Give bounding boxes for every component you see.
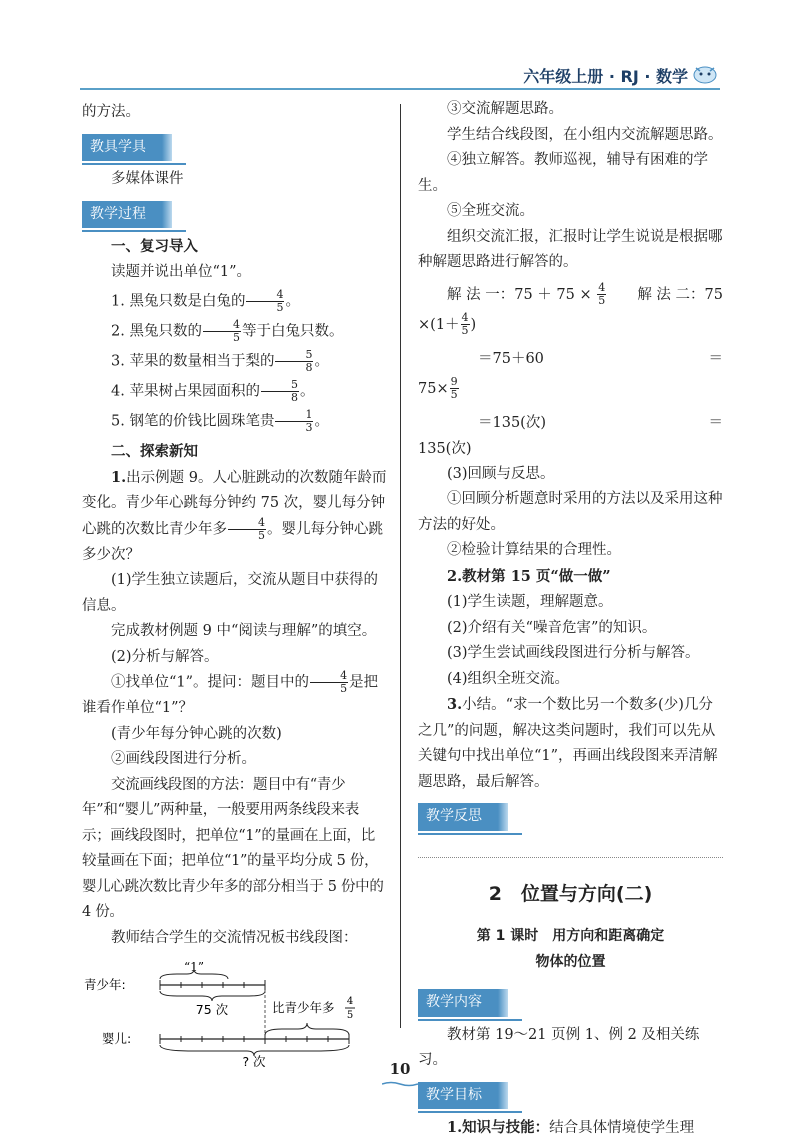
review-2: ②检验计算结果的合理性。 [447,542,621,558]
question-1: 1. 黑兔只数是白兔的 $\frac{4}{5}$ 。 [111,288,300,314]
column-divider [400,104,401,1028]
left-column [82,100,387,1067]
question-4: 4. 苹果树占果园面积的 $\frac{5}{8}$ 。 [111,378,315,404]
teacher-draw: 教师结合学生的交流情况板书线段图： [111,929,358,946]
dotted-divider [418,857,723,858]
step-1: (1)学生独立读题后，交流从题目中获得的信息。 [82,572,379,614]
example-1: 1.出示例题 9。人心脏跳动的次数随年龄而变化。青少年心跳每分钟约 75 次，婴儿每分钟心跳的次数比青少年多 $\frac{4}{5}$ 。婴儿每分钟心跳多少次？ [82,468,387,563]
diagram-teen-label: 青少年: [84,977,126,992]
example-2-step-3: (3)学生尝试画线段图进行分析与解答。 [447,645,700,661]
method-text: 交流画线段图的方法：题目中有“青少年”和“婴儿”两种量，一般要用两条线段来表示；画线段图时，把单位“1”的量画在上面，比较量画在下面；把单位“1”的量平均分成 5 份，婴儿心跳次数比青少年多的部分相当于 5 份中的 4 份。 [82,776,384,920]
section-label-process: 教学过程 [82,201,162,229]
summary: 3.小结。“求一个数比另一个数多(少)几分之几”的问题，解决这类问题时，我们可以先从关键句中找出单位“1”，再画出线段图来弄清解题思路，最后解答。 [418,696,718,790]
fraction: $\frac{9}{5}$ [450,375,458,401]
step-1b: 完成教材例题 9 中“阅读与理解”的填空。 [111,623,377,639]
fraction: $\frac{4}{5}$ [310,670,348,695]
chapter-title: 2 位置与方向(二) [488,882,653,905]
fraction: $\frac{4}{5}$ [203,319,241,344]
review-instruction: 读题并说出单位“1”。 [111,263,252,280]
diagram-top-brace [160,969,228,979]
step-2: (2)分析与解答。 [111,648,219,665]
page-number-ornament [382,1081,418,1087]
fraction: $\frac{5}{8}$ [275,349,313,374]
step-4: ④独立解答。教师巡视，辅导有困难的学生。 [418,152,708,194]
diagram-unknown-label: ? 次 [242,1054,266,1067]
find-unit-answer: (青少年每分钟心跳的次数) [111,725,282,742]
solution-line-4: ＝135(次) ＝ [478,414,723,431]
header-rule [80,88,720,90]
find-unit: ①找单位“1”。提问：题目中的 $\frac{4}{5}$ 是把谁看作单位“1”？ [82,669,379,716]
right-column [418,97,723,1142]
example-2: 2.教材第 15 页“做一做” [447,567,611,585]
solution-line-5: 135(次) [418,440,472,457]
segment-diagram [82,957,382,1067]
step-3-text: 学生结合线段图，在小组内交流解题思路。 [447,126,723,143]
fraction: $\frac{4}{5}$ [228,517,266,542]
diagram-teen-brace [160,991,265,1001]
step-5-text: 组织交流汇报，汇报时让学生说说是根据哪种解题思路进行解答的。 [418,228,723,270]
fraction: $\frac{4}{5}$ [246,289,284,314]
diagram-baby-label: 婴儿: [102,1031,132,1046]
section-label-tools: 教具学具 [82,134,162,162]
solution-line-1: 解 法 一：75 ＋ 75 × $\frac{4}{5}$ 解 法 二：75 [447,281,723,307]
step-3: ③交流解题思路。 [447,101,563,117]
fraction: $\frac{4}{5}$ [598,281,606,307]
review-1: ①回顾分析题意时采用的方法以及采用这种方法的好处。 [418,491,723,533]
goal-1: 1.知识与技能：结合具体情境使学生理 [447,1119,695,1136]
diagram-more-brace [265,1023,349,1035]
tools-text: 多媒体课件 [111,171,184,187]
question-5: 5. 钢笔的价钱比圆珠笔贵 $\frac{1}{3}$ 。 [111,408,329,434]
diagram-more-n: 4 [346,996,354,1007]
diagram-more-label: 比青少年多 [272,1000,335,1015]
review-step: (3)回顾与反思。 [447,465,555,482]
intro-text: 的方法。 [82,104,140,120]
solution-block [418,282,723,462]
explore-title: 二、探索新知 [111,443,198,460]
fraction: $\frac{5}{8}$ [261,379,299,404]
fraction: $\frac{4}{5}$ [461,311,469,337]
page-number: 10 [389,1060,411,1078]
review-title: 一、复习导入 [111,238,198,255]
diagram-teen-count: 75 次 [195,1002,229,1017]
section-label-goals: 教学目标 [418,1082,498,1110]
example-2-step-2: (2)介绍有关“噪音危害”的知识。 [447,619,657,636]
step-5: ⑤全班交流。 [447,203,534,219]
diagram-more-d: 5 [346,1010,354,1021]
content-text: 教材第 19～21 页例 1、例 2 及相关练习。 [418,1026,700,1068]
question-2: 2. 黑兔只数的 $\frac{4}{5}$ 等于白兔只数。 [111,318,344,344]
header-title: 六年级上册 · RJ · 数学 [523,67,688,86]
draw-segment: ②画线段图进行分析。 [111,751,256,767]
solution-line-2: ＝75＋60 ＝ [478,350,723,367]
mascot-icon [692,62,718,84]
solution-line-1b: ×(1＋ $\frac{4}{5}$ ) [418,311,477,337]
example-2-step-1: (1)学生读题，理解题意。 [447,594,613,610]
lesson-title: 第 1 课时 用方向和距离确定 物体的位置 [476,928,665,970]
example-2-step-4: (4)组织全班交流。 [447,670,570,687]
section-label-reflect: 教学反思 [418,803,498,831]
solution-line-3: 75× $\frac{9}{5}$ [418,375,458,401]
question-3: 3. 苹果的数量相当于梨的 $\frac{5}{8}$ 。 [111,348,329,374]
fraction: $\frac{1}{3}$ [275,409,313,434]
diagram-unit-label: “1” [184,960,204,974]
section-label-content: 教学内容 [418,989,498,1017]
